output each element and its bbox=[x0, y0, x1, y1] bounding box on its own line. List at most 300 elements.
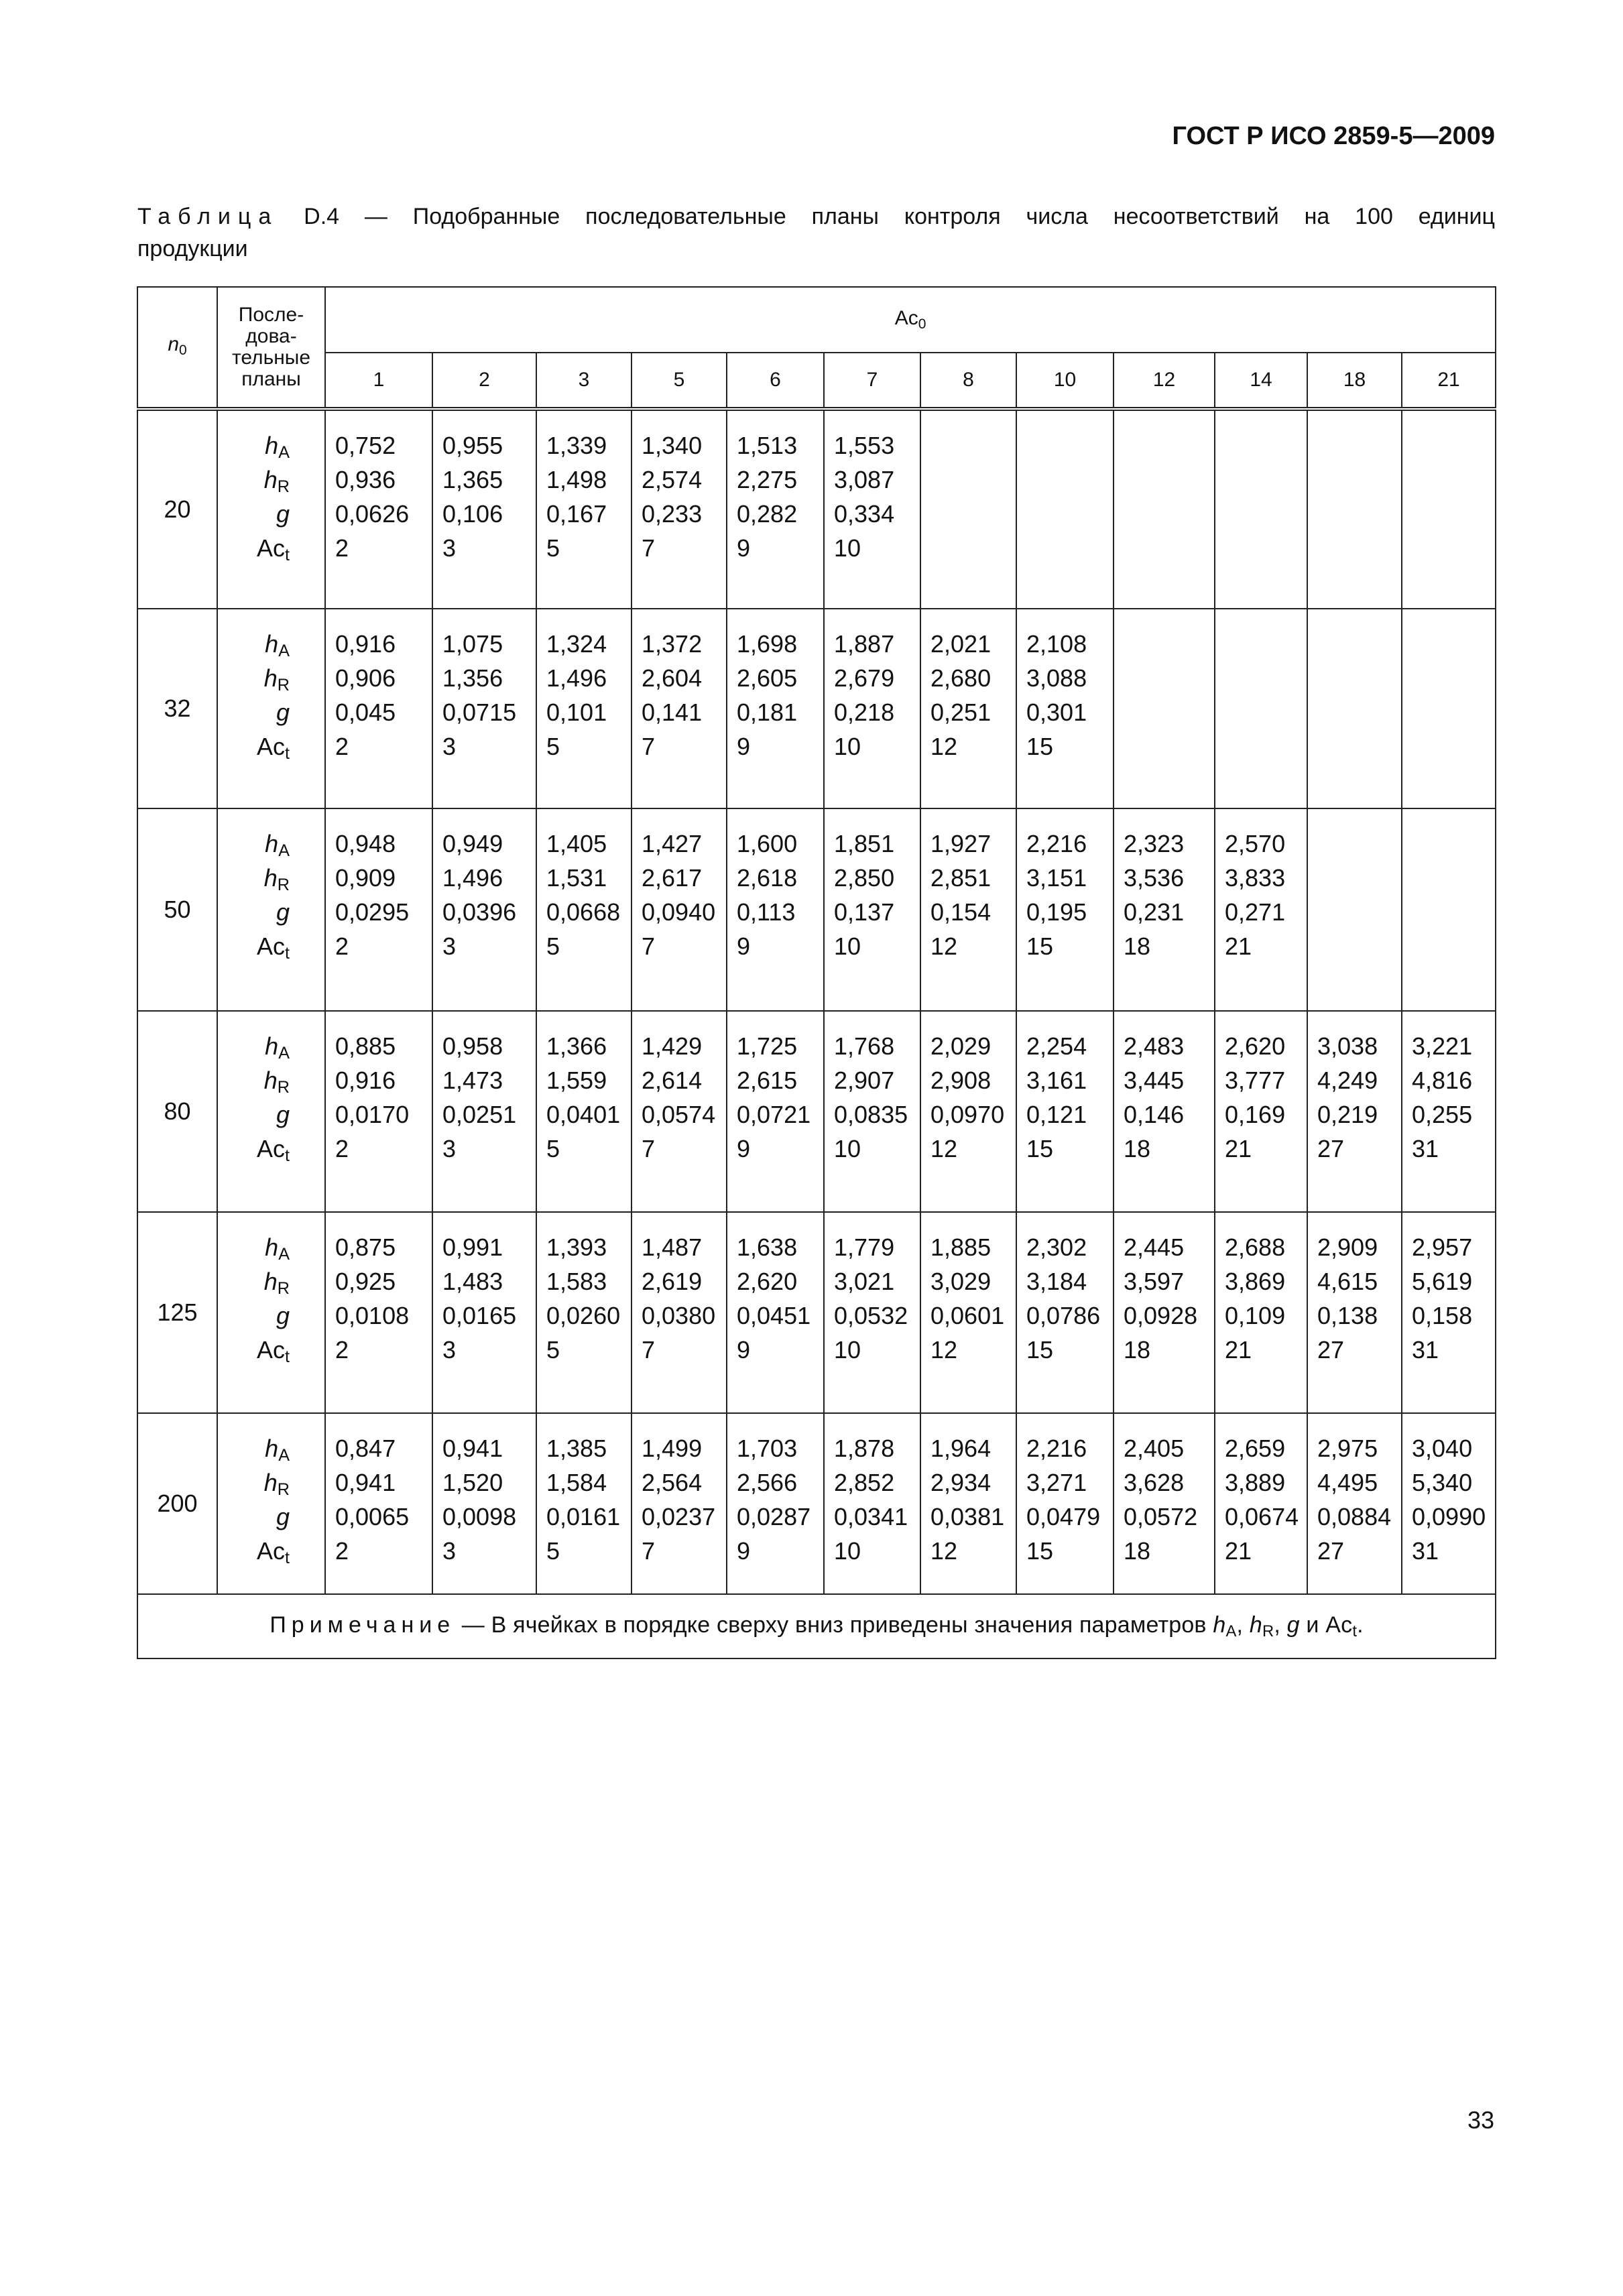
plan-values-cell bbox=[536, 1413, 632, 1594]
plan-value: 0,146 bbox=[1124, 1101, 1185, 1128]
plan-value: 1,340 bbox=[642, 432, 703, 459]
parameter-names-cell: $h_A$ $h_R$ g $Ac_t$ bbox=[217, 1011, 325, 1212]
plan-value: 0,0668 bbox=[546, 898, 621, 926]
plan-value: 0,949 bbox=[442, 830, 503, 857]
plan-values-cell bbox=[1114, 808, 1215, 1011]
plan-value: 0,0572 bbox=[1124, 1503, 1198, 1530]
plan-values-cell bbox=[920, 409, 1016, 609]
plan-value: 18 bbox=[1124, 932, 1151, 960]
plan-value: 0,0287 bbox=[737, 1503, 811, 1530]
plan-values-cell bbox=[1402, 409, 1496, 609]
plan-value: 5 bbox=[546, 1537, 560, 1565]
plan-values-cell bbox=[1016, 409, 1114, 609]
plan-value bbox=[1225, 463, 1307, 497]
n0-cell: 200 bbox=[137, 1413, 217, 1594]
plan-value bbox=[1317, 695, 1401, 729]
n0-cell: 20 bbox=[137, 409, 217, 609]
plan-value: 2,620 bbox=[1225, 1032, 1286, 1060]
plan-values-cell bbox=[432, 1413, 536, 1594]
plan-value: 2,302 bbox=[1026, 1233, 1087, 1261]
plan-value: 9 bbox=[737, 733, 751, 760]
plan-value: 2,604 bbox=[642, 664, 703, 692]
plan-value bbox=[930, 463, 1016, 497]
plan-values-cell bbox=[1402, 1212, 1496, 1413]
plan-value: 2,688 bbox=[1225, 1233, 1286, 1261]
plan-value: 3,536 bbox=[1124, 864, 1185, 892]
plan-values-cell bbox=[1016, 1212, 1114, 1413]
plan-values-cell bbox=[824, 808, 920, 1011]
plan-value: 3,777 bbox=[1225, 1067, 1286, 1094]
plan-value: 0,271 bbox=[1225, 898, 1286, 926]
plan-value: 0,847 bbox=[335, 1435, 396, 1462]
plan-value: 0,909 bbox=[335, 864, 396, 892]
plan-value: 2,445 bbox=[1124, 1233, 1185, 1261]
plan-value: 1,366 bbox=[546, 1032, 607, 1060]
plan-values-cell bbox=[325, 409, 432, 609]
plan-value: 4,816 bbox=[1412, 1067, 1473, 1094]
plan-value: 2 bbox=[335, 1135, 349, 1162]
plan-value bbox=[1317, 463, 1401, 497]
plan-values-cell bbox=[1307, 1212, 1402, 1413]
plan-value: 0,0237 bbox=[642, 1503, 716, 1530]
plan-value: 2,680 bbox=[930, 664, 991, 692]
plan-value: 0,0108 bbox=[335, 1302, 410, 1329]
plan-value bbox=[1412, 729, 1495, 764]
plan-value: 0,0928 bbox=[1124, 1302, 1198, 1329]
plan-value: 10 bbox=[834, 1135, 861, 1162]
plan-values-cell bbox=[632, 1212, 727, 1413]
plan-value: 2,275 bbox=[737, 466, 798, 493]
plan-value: 2,615 bbox=[737, 1067, 798, 1094]
plan-value: 10 bbox=[834, 932, 861, 960]
page-number: 33 bbox=[1467, 2106, 1494, 2134]
plan-value: 2,570 bbox=[1225, 830, 1286, 857]
plan-value: 0,0260 bbox=[546, 1302, 621, 1329]
table-caption-continuation: продукции bbox=[137, 236, 248, 261]
table-row bbox=[137, 609, 1496, 808]
plan-values-cell bbox=[727, 1011, 824, 1212]
plan-values-cell bbox=[1215, 1011, 1307, 1212]
plan-value bbox=[1317, 531, 1401, 565]
plan-value bbox=[1412, 627, 1495, 661]
plan-value bbox=[930, 497, 1016, 531]
plan-values-cell bbox=[1114, 1413, 1215, 1594]
plan-value: 0,955 bbox=[442, 432, 503, 459]
plan-value bbox=[1124, 428, 1214, 463]
plan-value: 0,218 bbox=[834, 699, 895, 726]
plan-value: 15 bbox=[1026, 1537, 1054, 1565]
plan-value: 1,583 bbox=[546, 1268, 607, 1295]
plan-value: 3 bbox=[442, 1537, 457, 1565]
plan-values-cell bbox=[432, 409, 536, 609]
plan-value: 21 bbox=[1225, 1537, 1252, 1565]
plan-value: 0,991 bbox=[442, 1233, 503, 1261]
plan-values-cell bbox=[920, 1011, 1016, 1212]
plan-values-cell bbox=[1114, 1212, 1215, 1413]
plan-value: 2,323 bbox=[1124, 830, 1185, 857]
plan-value: 21 bbox=[1225, 1336, 1252, 1364]
plan-value: 0,154 bbox=[930, 898, 991, 926]
plan-value bbox=[1412, 661, 1495, 695]
plan-value: 31 bbox=[1412, 1537, 1439, 1565]
plan-values-cell bbox=[632, 1413, 727, 1594]
plan-value: 21 bbox=[1225, 932, 1252, 960]
plan-value bbox=[1225, 531, 1307, 565]
plan-value: 2 bbox=[335, 733, 349, 760]
plan-value: 1,927 bbox=[930, 830, 991, 857]
plan-value: 0,113 bbox=[737, 898, 796, 926]
plan-values-cell bbox=[1016, 1413, 1114, 1594]
plan-value: 7 bbox=[642, 1336, 656, 1364]
plan-value: 0,941 bbox=[442, 1435, 503, 1462]
plan-value bbox=[1225, 695, 1307, 729]
plan-value: 0,0835 bbox=[834, 1101, 908, 1128]
plan-values-cell bbox=[727, 808, 824, 1011]
plan-value: 10 bbox=[834, 534, 861, 562]
plan-value: 1,638 bbox=[737, 1233, 798, 1261]
plan-value: 2 bbox=[335, 1537, 349, 1565]
plan-values-cell bbox=[536, 1212, 632, 1413]
plan-value bbox=[1225, 428, 1307, 463]
plan-values-cell bbox=[1215, 808, 1307, 1011]
ac0-value-header: 6 bbox=[727, 353, 824, 409]
plan-value: 0,251 bbox=[930, 699, 991, 726]
plan-value: 12 bbox=[930, 1537, 958, 1565]
plan-values-cell bbox=[1307, 1011, 1402, 1212]
plan-value: 0,925 bbox=[335, 1268, 396, 1295]
plan-value: 3 bbox=[442, 534, 457, 562]
plan-value: 2,029 bbox=[930, 1032, 991, 1060]
plan-value: 0,0451 bbox=[737, 1302, 811, 1329]
plan-value bbox=[1124, 497, 1214, 531]
plan-value: 5 bbox=[546, 1336, 560, 1364]
plan-value: 4,495 bbox=[1317, 1469, 1378, 1496]
plan-value: 0,301 bbox=[1026, 699, 1087, 726]
plan-value: 0,101 bbox=[546, 699, 607, 726]
plan-value: 0,219 bbox=[1317, 1101, 1378, 1128]
plan-value: 3 bbox=[442, 1336, 457, 1364]
plan-value: 1,553 bbox=[834, 432, 895, 459]
plan-value: 3,889 bbox=[1225, 1469, 1286, 1496]
plan-value bbox=[1412, 428, 1495, 463]
plan-value: 0,167 bbox=[546, 500, 607, 528]
plan-value: 12 bbox=[930, 1135, 958, 1162]
plan-value: 2,021 bbox=[930, 630, 991, 658]
plan-value: 18 bbox=[1124, 1135, 1151, 1162]
plan-value: 2,614 bbox=[642, 1067, 703, 1094]
ac0-value-header: 10 bbox=[1016, 353, 1114, 409]
plan-value: 1,385 bbox=[546, 1435, 607, 1462]
plan-value bbox=[1026, 463, 1113, 497]
plan-value: 0,0940 bbox=[642, 898, 716, 926]
plan-values-cell bbox=[1016, 808, 1114, 1011]
plan-value bbox=[1124, 531, 1214, 565]
plan-value: 10 bbox=[834, 733, 861, 760]
plan-value: 27 bbox=[1317, 1537, 1345, 1565]
plan-value: 0,936 bbox=[335, 466, 396, 493]
plan-value: 2 bbox=[335, 1336, 349, 1364]
plan-value bbox=[1124, 661, 1214, 695]
plan-value: 3 bbox=[442, 1135, 457, 1162]
plan-value bbox=[1225, 497, 1307, 531]
plan-values-cell bbox=[1016, 1011, 1114, 1212]
plan-values-cell bbox=[325, 609, 432, 808]
plan-value: 9 bbox=[737, 1135, 751, 1162]
plan-value: 7 bbox=[642, 1135, 656, 1162]
parameter-names-cell: $h_A$ $h_R$ g $Ac_t$ bbox=[217, 609, 325, 808]
plan-value bbox=[1317, 428, 1401, 463]
plan-values-cell bbox=[920, 1413, 1016, 1594]
plan-value bbox=[1317, 661, 1401, 695]
plan-values-cell bbox=[1114, 409, 1215, 609]
document-code: ГОСТ Р ИСО 2859-5—2009 bbox=[1172, 122, 1495, 150]
plan-value: 10 bbox=[834, 1537, 861, 1565]
plan-value bbox=[1124, 695, 1214, 729]
plan-value: 0,0165 bbox=[442, 1302, 517, 1329]
plan-values-cell bbox=[432, 808, 536, 1011]
plan-value: 0,916 bbox=[335, 1067, 396, 1094]
plan-value: 1,703 bbox=[737, 1435, 798, 1462]
parameter-names-cell: $h_A$ $h_R$ g $Ac_t$ bbox=[217, 1212, 325, 1413]
plan-value: 2,851 bbox=[930, 864, 991, 892]
ac0-value-header: 14 bbox=[1215, 353, 1307, 409]
plan-values-cell bbox=[325, 1212, 432, 1413]
plans-column-header: После- дова- тельные планы bbox=[217, 287, 325, 409]
plan-value: 1,496 bbox=[442, 864, 503, 892]
plan-values-cell bbox=[432, 1011, 536, 1212]
plan-value bbox=[1317, 861, 1401, 895]
plan-value: 3,597 bbox=[1124, 1268, 1185, 1295]
plan-value: 3,833 bbox=[1225, 864, 1286, 892]
plan-value: 1,483 bbox=[442, 1268, 503, 1295]
plan-value: 15 bbox=[1026, 733, 1054, 760]
plan-value: 0,106 bbox=[442, 500, 503, 528]
plan-value: 15 bbox=[1026, 932, 1054, 960]
table-row bbox=[137, 1413, 1496, 1594]
plan-value: 12 bbox=[930, 932, 958, 960]
plan-value bbox=[1026, 531, 1113, 565]
plan-value bbox=[1317, 895, 1401, 929]
plan-value: 2,620 bbox=[737, 1268, 798, 1295]
plan-value: 0,0401 bbox=[546, 1101, 621, 1128]
plan-value: 7 bbox=[642, 733, 656, 760]
plan-value: 0,0380 bbox=[642, 1302, 716, 1329]
n0-cell: 50 bbox=[137, 808, 217, 1011]
plan-value: 0,0674 bbox=[1225, 1503, 1299, 1530]
plan-value: 0,875 bbox=[335, 1233, 396, 1261]
plan-value: 0,0295 bbox=[335, 898, 410, 926]
plan-value bbox=[1412, 861, 1495, 895]
plan-value: 0,0479 bbox=[1026, 1503, 1101, 1530]
plan-value: 7 bbox=[642, 534, 656, 562]
plan-value: 31 bbox=[1412, 1135, 1439, 1162]
plan-value: 9 bbox=[737, 932, 751, 960]
plan-value: 2,850 bbox=[834, 864, 895, 892]
plan-value: 3,088 bbox=[1026, 664, 1087, 692]
plan-values-cell bbox=[824, 1011, 920, 1212]
plan-value bbox=[1026, 428, 1113, 463]
plan-value: 1,520 bbox=[442, 1469, 503, 1496]
plan-value: 0,916 bbox=[335, 630, 396, 658]
plan-values-cell bbox=[1215, 1212, 1307, 1413]
plan-value: 1,531 bbox=[546, 864, 607, 892]
plan-value: 2,216 bbox=[1026, 830, 1087, 857]
plan-value: 1,584 bbox=[546, 1469, 607, 1496]
plan-value: 3 bbox=[442, 932, 457, 960]
plan-value bbox=[1124, 463, 1214, 497]
plan-value: 0,138 bbox=[1317, 1302, 1378, 1329]
plan-value bbox=[930, 531, 1016, 565]
plan-value: 9 bbox=[737, 1537, 751, 1565]
plan-values-cell bbox=[727, 1212, 824, 1413]
plan-value: 1,513 bbox=[737, 432, 798, 459]
plan-value: 15 bbox=[1026, 1336, 1054, 1364]
ac0-value-header: 12 bbox=[1114, 353, 1215, 409]
plan-value: 1,372 bbox=[642, 630, 703, 658]
ac0-value-header: 18 bbox=[1307, 353, 1402, 409]
plan-value: 1,339 bbox=[546, 432, 607, 459]
ac0-value-header: 3 bbox=[536, 353, 632, 409]
plan-value: 0,141 bbox=[642, 699, 703, 726]
plan-value bbox=[1124, 729, 1214, 764]
plan-value: 2,617 bbox=[642, 864, 703, 892]
ac0-value-header: 5 bbox=[632, 353, 727, 409]
plan-value: 2,108 bbox=[1026, 630, 1087, 658]
plan-value: 15 bbox=[1026, 1135, 1054, 1162]
plan-value: 0,0532 bbox=[834, 1302, 908, 1329]
plan-value: 0,0396 bbox=[442, 898, 517, 926]
plan-value: 3,184 bbox=[1026, 1268, 1087, 1295]
plan-value: 5,340 bbox=[1412, 1469, 1473, 1496]
plan-values-cell bbox=[727, 609, 824, 808]
plan-value: 2,907 bbox=[834, 1067, 895, 1094]
plan-value bbox=[1026, 497, 1113, 531]
plan-value: 3,161 bbox=[1026, 1067, 1087, 1094]
table-caption bbox=[137, 201, 1495, 232]
plan-value: 7 bbox=[642, 1537, 656, 1565]
ac0-group-header: $Ac_0$ bbox=[325, 287, 1496, 353]
plan-value: 9 bbox=[737, 534, 751, 562]
plan-values-cell bbox=[1307, 1413, 1402, 1594]
plan-value bbox=[1225, 661, 1307, 695]
plan-value: 18 bbox=[1124, 1336, 1151, 1364]
plan-value: 12 bbox=[930, 733, 958, 760]
plan-value: 3,221 bbox=[1412, 1032, 1473, 1060]
plan-value: 2,659 bbox=[1225, 1435, 1286, 1462]
n0-cell: 80 bbox=[137, 1011, 217, 1212]
ac0-value-header: 21 bbox=[1402, 353, 1496, 409]
table-row bbox=[137, 409, 1496, 609]
plan-values-cell bbox=[824, 1212, 920, 1413]
plan-values-cell bbox=[824, 1413, 920, 1594]
plan-value: 0,0721 bbox=[737, 1101, 811, 1128]
parameter-names-cell: $h_A$ $h_R$ g $Ac_t$ bbox=[217, 409, 325, 609]
plan-values-cell bbox=[1402, 609, 1496, 808]
plan-value: 2,483 bbox=[1124, 1032, 1185, 1060]
plan-value: 2,618 bbox=[737, 864, 798, 892]
plan-value: 0,0098 bbox=[442, 1503, 517, 1530]
plan-value bbox=[1412, 497, 1495, 531]
plan-value: 2 bbox=[335, 534, 349, 562]
plan-value: 2,957 bbox=[1412, 1233, 1473, 1261]
plan-value bbox=[930, 428, 1016, 463]
plan-value: 0,045 bbox=[335, 699, 396, 726]
plan-value: 0,0161 bbox=[546, 1503, 621, 1530]
plan-value: 7 bbox=[642, 932, 656, 960]
plan-value: 10 bbox=[834, 1336, 861, 1364]
plan-value: 0,906 bbox=[335, 664, 396, 692]
plan-value: 5,619 bbox=[1412, 1268, 1473, 1295]
sequential-plans-table bbox=[137, 286, 1496, 1659]
plan-value: 0,0381 bbox=[930, 1503, 1005, 1530]
plan-values-cell bbox=[1215, 409, 1307, 609]
plan-value: 0,0884 bbox=[1317, 1503, 1392, 1530]
table-row bbox=[137, 1011, 1496, 1212]
plan-values-cell bbox=[536, 409, 632, 609]
plan-value: 27 bbox=[1317, 1336, 1345, 1364]
plan-values-cell bbox=[536, 609, 632, 808]
plan-value: 2,852 bbox=[834, 1469, 895, 1496]
plan-value: 0,941 bbox=[335, 1469, 396, 1496]
plan-value bbox=[1124, 627, 1214, 661]
plan-value: 3,628 bbox=[1124, 1469, 1185, 1496]
plan-value: 12 bbox=[930, 1336, 958, 1364]
plan-value: 0,0341 bbox=[834, 1503, 908, 1530]
plan-values-cell bbox=[1402, 808, 1496, 1011]
plan-value: 2,564 bbox=[642, 1469, 703, 1496]
plan-value: 2,216 bbox=[1026, 1435, 1087, 1462]
plan-value: 5 bbox=[546, 1135, 560, 1162]
plan-values-cell bbox=[1114, 609, 1215, 808]
plan-values-cell bbox=[727, 409, 824, 609]
plan-value: 0,0574 bbox=[642, 1101, 716, 1128]
ac0-values-row bbox=[137, 353, 1496, 409]
plan-value: 3 bbox=[442, 733, 457, 760]
plan-value: 1,878 bbox=[834, 1435, 895, 1462]
plan-values-cell bbox=[632, 609, 727, 808]
plan-value: 4,615 bbox=[1317, 1268, 1378, 1295]
plan-value: 31 bbox=[1412, 1336, 1439, 1364]
plan-value: 0,885 bbox=[335, 1032, 396, 1060]
plan-value: 1,600 bbox=[737, 830, 798, 857]
plan-value: 2,679 bbox=[834, 664, 895, 692]
plan-value: 1,496 bbox=[546, 664, 607, 692]
plan-values-cell bbox=[1114, 1011, 1215, 1212]
plan-value: 4,249 bbox=[1317, 1067, 1378, 1094]
plan-value bbox=[1317, 729, 1401, 764]
plan-value: 0,255 bbox=[1412, 1101, 1473, 1128]
plan-value: 18 bbox=[1124, 1537, 1151, 1565]
plan-value bbox=[1225, 627, 1307, 661]
n0-cell: 125 bbox=[137, 1212, 217, 1413]
plan-value bbox=[1317, 827, 1401, 861]
table-row bbox=[137, 808, 1496, 1011]
plan-value bbox=[1412, 463, 1495, 497]
ac0-value-header: 7 bbox=[824, 353, 920, 409]
plan-values-cell bbox=[1402, 1413, 1496, 1594]
plan-values-cell bbox=[1307, 609, 1402, 808]
plan-value: 0,109 bbox=[1225, 1302, 1286, 1329]
plan-value bbox=[1317, 929, 1401, 963]
plan-value: 3,040 bbox=[1412, 1435, 1473, 1462]
plan-value: 0,948 bbox=[335, 830, 396, 857]
plan-value bbox=[1225, 729, 1307, 764]
plan-value bbox=[1317, 497, 1401, 531]
plan-value: 1,356 bbox=[442, 664, 503, 692]
plan-value bbox=[1412, 929, 1495, 963]
plan-value: 3,151 bbox=[1026, 864, 1087, 892]
plan-values-cell bbox=[432, 1212, 536, 1413]
